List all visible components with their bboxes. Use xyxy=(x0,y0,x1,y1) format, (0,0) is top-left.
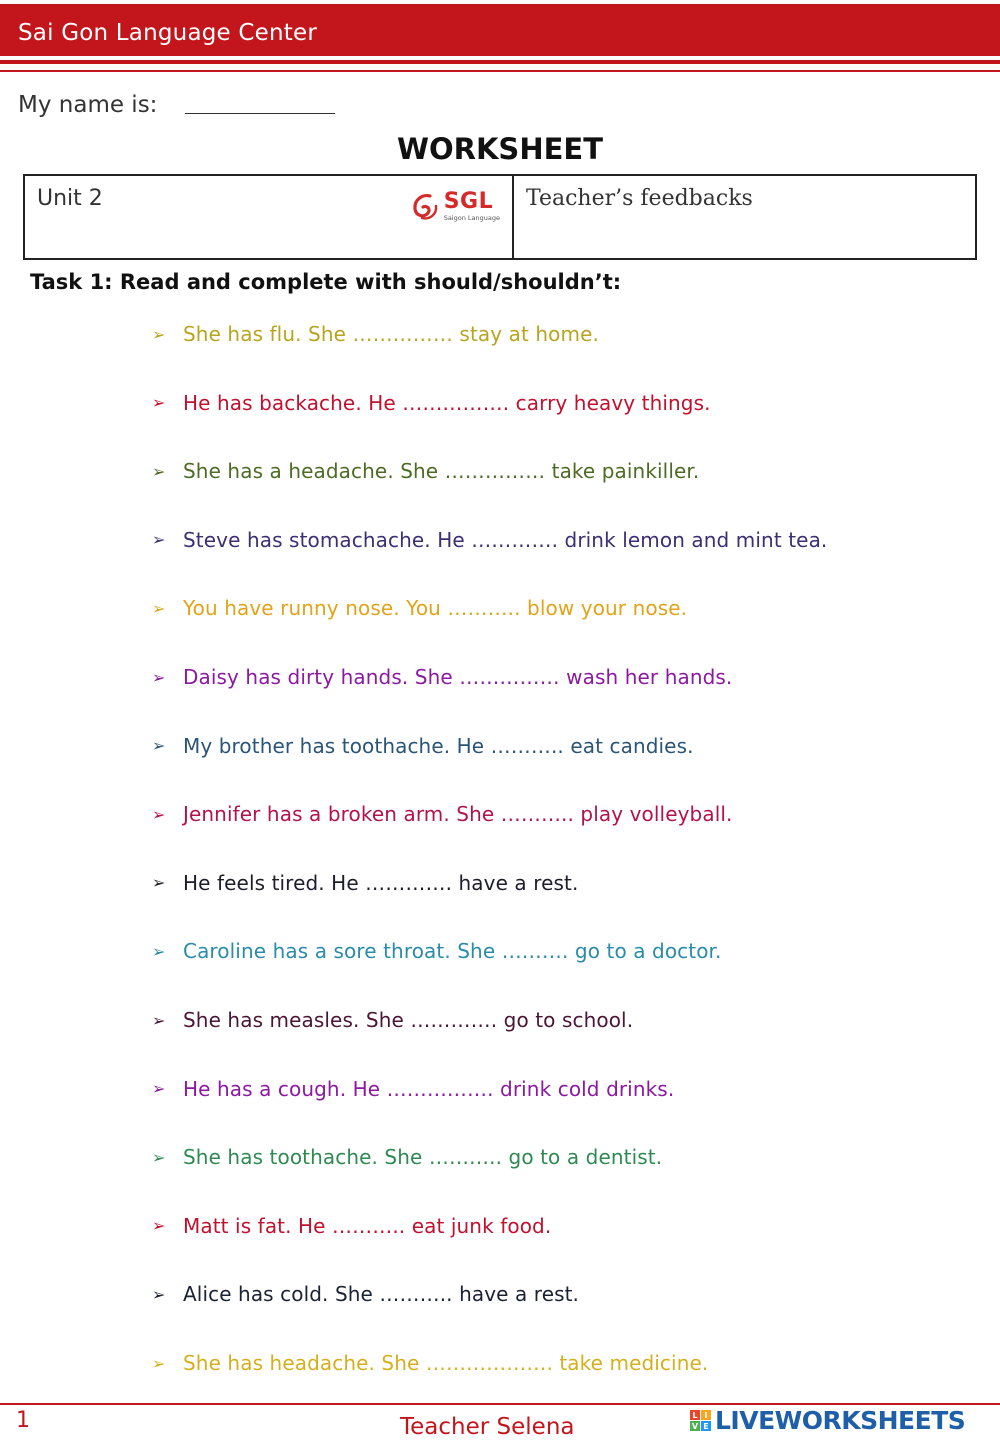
sentence-text[interactable]: Daisy has dirty hands. She …………… wash her hands. xyxy=(183,665,733,689)
sentence-item xyxy=(152,662,732,692)
sentence-text[interactable]: She has a headache. She …………… take painkiller. xyxy=(183,459,700,484)
name-label: My name is: xyxy=(18,92,158,118)
lw-letter-i: I xyxy=(701,1410,711,1420)
sentence-item xyxy=(152,319,599,349)
arrow-bullet-icon: ➢ xyxy=(152,1284,166,1304)
arrow-bullet-icon: ➢ xyxy=(152,1010,166,1030)
lw-letter-e: E xyxy=(701,1421,711,1431)
sentence-text[interactable]: Matt is fat. He ……….. eat junk food. xyxy=(183,1213,552,1238)
sentence-text[interactable]: Caroline has a sore throat. She ………. go to a doctor. xyxy=(183,939,722,964)
arrow-bullet-icon: ➢ xyxy=(152,530,166,550)
lw-letter-l: L xyxy=(690,1410,700,1420)
sentence-item xyxy=(152,1279,579,1309)
sentence-item xyxy=(152,525,827,555)
teacher-name: Teacher Selena xyxy=(400,1414,575,1440)
sentence-item xyxy=(152,1005,633,1035)
sentence-text[interactable]: Jennifer has a broken arm. She ……….. play volleyball. xyxy=(183,802,733,827)
page-number: 1 xyxy=(16,1408,30,1433)
sentence-item xyxy=(152,936,722,966)
sentence-text[interactable]: He has backache. He ……………. carry heavy things. xyxy=(183,390,711,415)
arrow-bullet-icon: ➢ xyxy=(152,393,166,413)
arrow-bullet-icon: ➢ xyxy=(152,1147,166,1167)
sentence-text[interactable]: My brother has toothache. He ……….. eat candies. xyxy=(183,733,694,758)
task1-title: Task 1: Read and complete with should/shouldn’t: xyxy=(30,270,622,294)
sentence-text[interactable]: She has flu. She …………… stay at home. xyxy=(183,322,599,346)
feedback-label: Teacher’s feedbacks xyxy=(526,186,753,211)
sentence-item xyxy=(152,868,578,898)
sentence-item xyxy=(152,388,711,418)
sgl-logo xyxy=(408,190,500,224)
sentence-text[interactable]: Alice has cold. She ……….. have a rest. xyxy=(183,1282,580,1307)
sentence-item xyxy=(152,731,694,761)
arrow-bullet-icon: ➢ xyxy=(152,941,166,961)
worksheet-title: WORKSHEET xyxy=(396,132,603,166)
arrow-bullet-icon: ➢ xyxy=(152,1353,166,1373)
sentence-text[interactable]: She has headache. She ………………. take medicine. xyxy=(183,1351,709,1375)
arrow-bullet-icon: ➢ xyxy=(152,667,166,687)
sentence-item xyxy=(152,1211,551,1241)
sentence-item xyxy=(152,1074,674,1104)
arrow-bullet-icon: ➢ xyxy=(152,324,166,344)
unit-label: Unit 2 xyxy=(37,186,103,211)
liveworksheets-brand: LIVEWORKSHEETS xyxy=(715,1406,966,1435)
sentence-item xyxy=(152,593,687,623)
sentence-text[interactable]: You have runny nose. You ……….. blow your nose. xyxy=(183,596,688,621)
header-bar xyxy=(0,4,1000,56)
sentence-item xyxy=(152,799,732,829)
unit-cell xyxy=(25,176,514,258)
arrow-bullet-icon: ➢ xyxy=(152,804,166,824)
liveworksheets-logo xyxy=(690,1406,965,1435)
name-blank-line[interactable] xyxy=(185,113,335,114)
header-divider xyxy=(0,60,1000,72)
arrow-bullet-icon: ➢ xyxy=(152,461,166,481)
footer-divider xyxy=(0,1403,1000,1405)
header-title: Sai Gon Language Center xyxy=(18,20,318,46)
arrow-bullet-icon: ➢ xyxy=(152,736,166,756)
liveworksheets-grid-icon xyxy=(690,1410,711,1431)
logo-text: SGL xyxy=(443,189,494,214)
info-table xyxy=(23,174,977,260)
sentence-text[interactable]: Steve has stomachache. He …………. drink lemon and mint tea. xyxy=(183,527,828,552)
sentence-item xyxy=(152,456,699,486)
sentence-text[interactable]: She has toothache. She ……….. go to a dentist. xyxy=(183,1145,663,1170)
arrow-bullet-icon: ➢ xyxy=(152,598,166,618)
sentence-text[interactable]: He has a cough. He ……………. drink cold drinks. xyxy=(183,1076,675,1101)
sentence-item xyxy=(152,1142,662,1172)
sentence-text[interactable]: She has measles. She …………. go to school. xyxy=(183,1008,634,1032)
arrow-bullet-icon: ➢ xyxy=(152,1079,166,1099)
arrow-bullet-icon: ➢ xyxy=(152,873,166,893)
feedback-cell xyxy=(514,176,975,258)
lw-letter-v: V xyxy=(691,1421,699,1431)
arrow-bullet-icon: ➢ xyxy=(152,1216,166,1236)
sentence-item xyxy=(152,1348,708,1378)
sentence-text[interactable]: He feels tired. He …………. have a rest. xyxy=(183,870,579,895)
logo-subtext: Saigon Language xyxy=(443,214,500,222)
sgl-swirl-icon xyxy=(408,190,442,224)
